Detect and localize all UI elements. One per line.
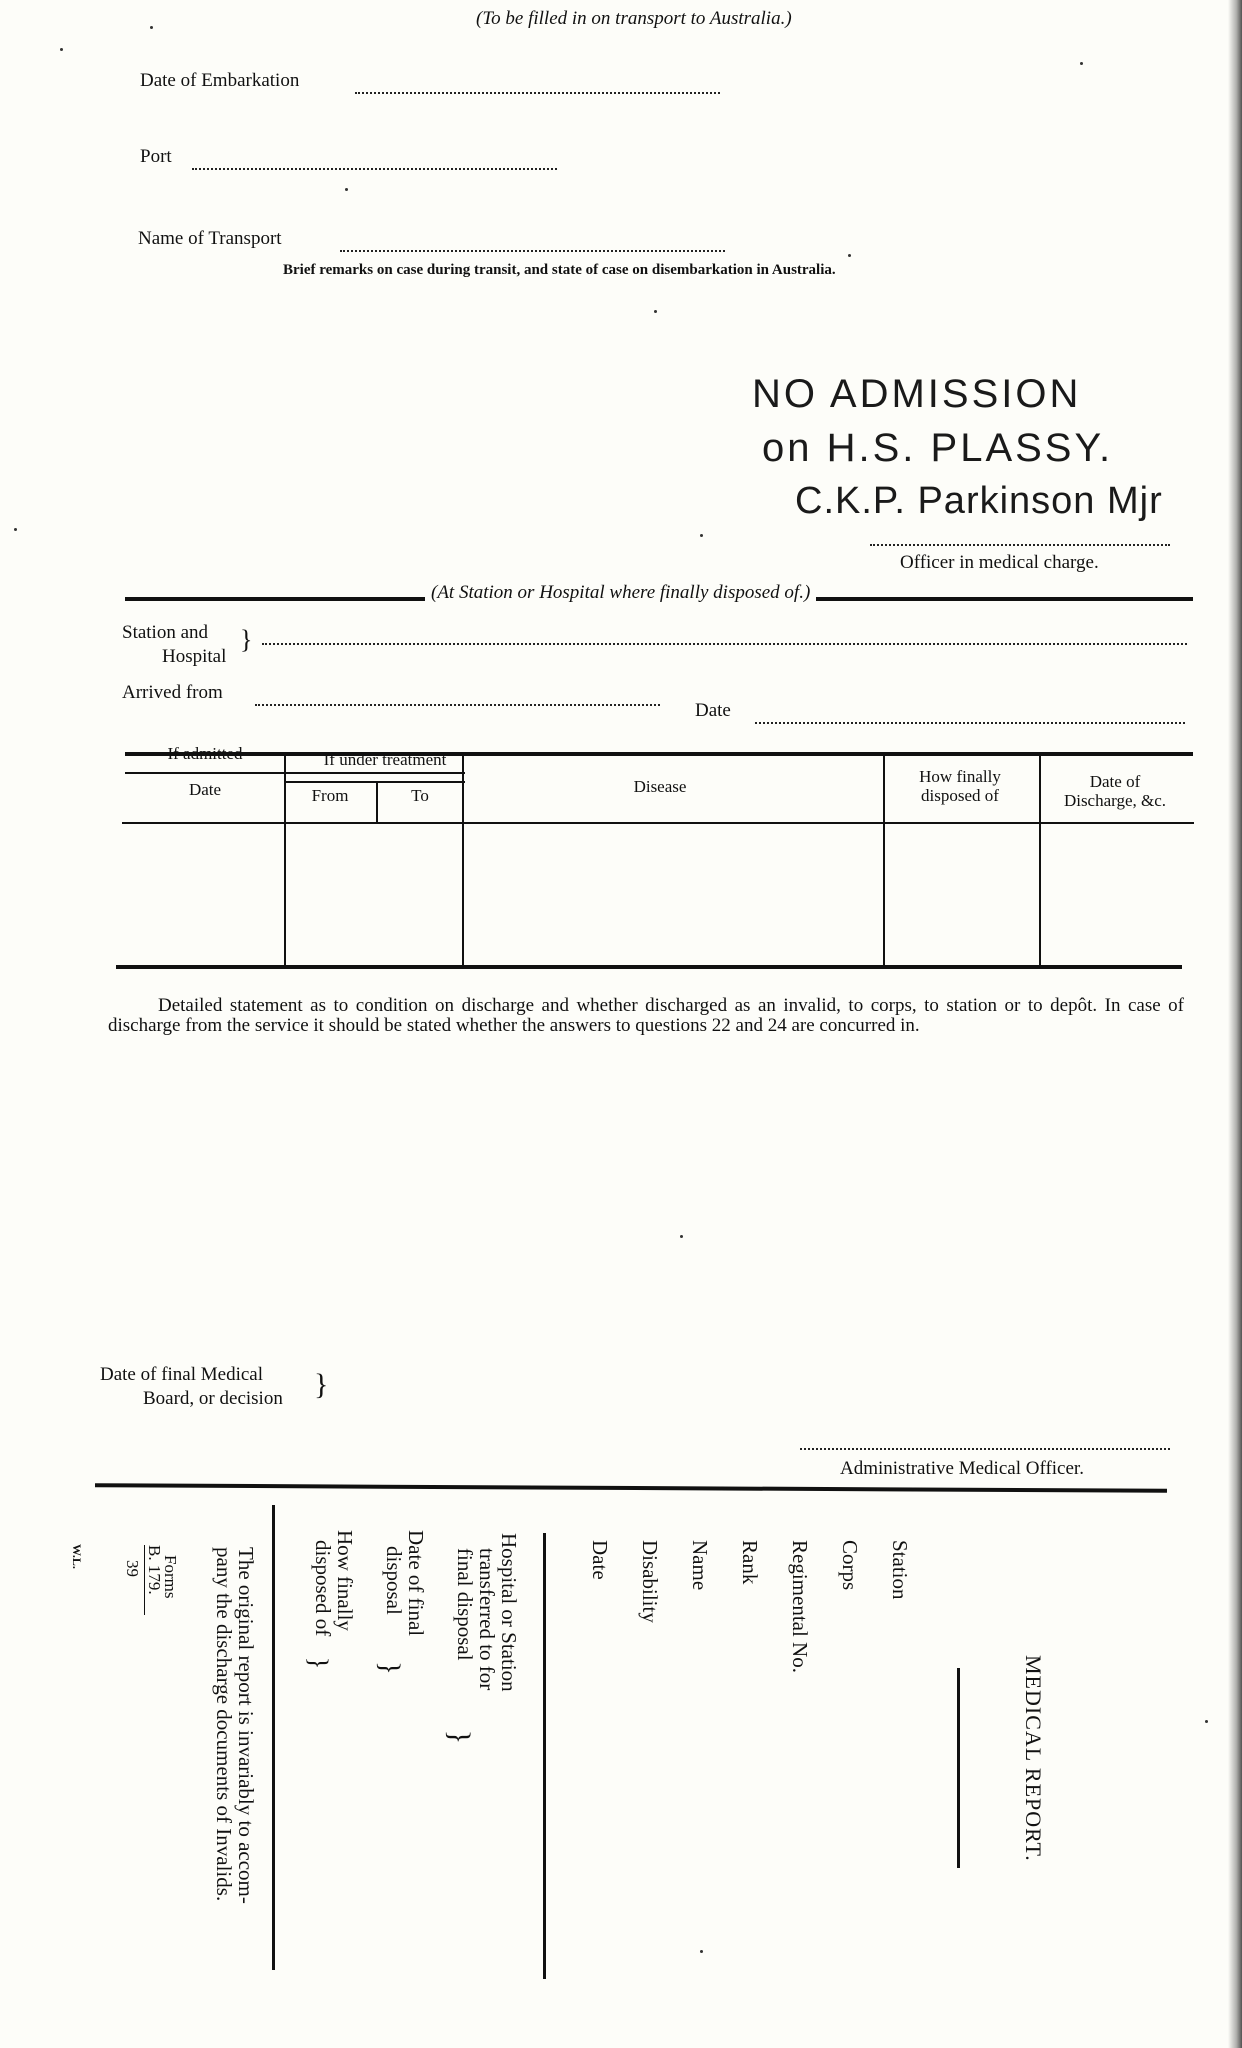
port-label: Port	[140, 146, 172, 167]
th-date-of-line2: Discharge, &c.	[1063, 791, 1167, 810]
back-corps-label: Corps	[838, 1540, 862, 1591]
back-panel-column-rule-1	[543, 1533, 546, 1979]
back-hospital-line3: final disposal	[453, 1548, 477, 1661]
name-of-transport-field[interactable]	[340, 250, 725, 252]
speck	[848, 254, 851, 257]
station-brace-icon: }	[240, 625, 253, 654]
table-header-mid-rule2	[285, 781, 465, 783]
back-forms-rule	[144, 1545, 145, 1615]
back-note-line2: pany the discharge documents of Invalids.	[212, 1547, 236, 1902]
back-date-final-brace-icon: }	[373, 1661, 405, 1675]
back-panel-title-rule	[957, 1668, 960, 1868]
discharge-statement: Detailed statement as to condition on discharge and whether discharged as an invalid, to corps, to station or to depôt. In case of discharge from the service it should be stated whether the answers to questions 22 and 24 are concurred in.	[108, 995, 1184, 1036]
back-date-final-line2: disposal	[382, 1546, 406, 1615]
speck	[700, 1950, 703, 1953]
station-and-hospital-field[interactable]	[262, 643, 1187, 645]
speck	[654, 310, 657, 313]
back-forms-line3: 39	[123, 1560, 142, 1577]
speck	[345, 188, 348, 191]
back-hospital-line2: transferred to for	[475, 1548, 499, 1691]
th-disease: Disease	[633, 777, 687, 796]
scanned-page-edge	[1228, 0, 1242, 2048]
date-field[interactable]	[755, 722, 1185, 724]
medical-report-title: MEDICAL REPORT.	[1021, 1655, 1046, 1862]
date-of-embarkation-field[interactable]	[355, 92, 720, 94]
th-how-finally-line1: How finally	[919, 767, 1001, 786]
back-how-finally-brace-icon: }	[304, 1656, 334, 1670]
speck	[1080, 62, 1083, 65]
date-of-embarkation-label: Date of Embarkation	[140, 70, 300, 91]
table-bottom-rule	[116, 965, 1182, 969]
back-forms-line2: B. 179.	[145, 1545, 164, 1595]
back-rank-label: Rank	[738, 1540, 762, 1585]
admission-stamp-line1: NO ADMISSION	[752, 372, 1082, 416]
speck	[700, 534, 703, 537]
back-panel-top-rule	[95, 1483, 1167, 1493]
back-how-finally-line1: How finally	[333, 1530, 357, 1631]
remarks-label: Brief remarks on case during transit, and state of case on disembarkation in Australia.	[283, 262, 836, 278]
officer-signature-field[interactable]	[870, 544, 1170, 546]
table-col-divider-2	[376, 783, 378, 823]
printer-mark: W.L.	[70, 1544, 84, 1569]
th-from: From	[311, 786, 349, 805]
admin-officer-signature-field[interactable]	[800, 1448, 1170, 1450]
th-date-of-line1: Date of	[1089, 772, 1141, 791]
date-label: Date	[695, 700, 731, 721]
station-section-heading: (At Station or Hospital where finally disposed of.)	[425, 582, 816, 604]
speck	[680, 1235, 683, 1238]
back-how-finally-line2: disposed of	[311, 1540, 335, 1637]
arrived-from-field[interactable]	[255, 704, 660, 706]
table-header-bottom-rule	[122, 822, 1194, 824]
final-board-label-line2: Board, or decision	[143, 1388, 283, 1409]
th-to: To	[411, 786, 429, 805]
speck	[150, 26, 153, 29]
officer-in-medical-charge-label: Officer in medical charge.	[900, 552, 1099, 573]
port-field[interactable]	[192, 168, 557, 170]
th-date: Date	[188, 780, 222, 799]
final-board-brace-icon: }	[314, 1368, 329, 1401]
back-date-final-line1: Date of final	[404, 1530, 428, 1637]
back-forms-line1: Forms	[161, 1555, 180, 1599]
speck	[1205, 1720, 1208, 1723]
back-name-label: Name	[688, 1540, 712, 1591]
back-regimental-no-label: Regimental No.	[788, 1540, 812, 1673]
speck	[14, 528, 17, 531]
back-station-label: Station	[888, 1540, 912, 1600]
arrived-from-label: Arrived from	[122, 682, 223, 703]
admin-officer-label: Administrative Medical Officer.	[840, 1458, 1084, 1479]
th-if-under-treatment: If under treatment	[323, 750, 447, 769]
name-of-transport-label: Name of Transport	[138, 228, 282, 249]
table-body-area[interactable]	[126, 826, 1186, 962]
admission-stamp-line2: on H.S. PLASSY.	[762, 426, 1114, 470]
discharge-statement-area[interactable]	[108, 1070, 1184, 1350]
table-header-mid-rule	[125, 772, 465, 774]
back-hospital-brace-icon: }	[443, 1729, 477, 1745]
back-date-label: Date	[588, 1540, 612, 1580]
station-label-line2: Hospital	[162, 646, 227, 667]
th-if-admitted: If admitted	[167, 744, 243, 763]
final-board-label-line1: Date of final Medical	[100, 1364, 264, 1385]
back-hospital-line1: Hospital or Station	[497, 1533, 521, 1692]
back-panel-column-rule-2	[272, 1505, 275, 1970]
speck	[60, 48, 63, 51]
station-label-line1: Station and	[122, 622, 209, 643]
th-how-finally-line2: disposed of	[921, 786, 999, 805]
admission-stamp-signature: C.K.P. Parkinson Mjr	[795, 480, 1163, 522]
back-note-line1: The original report is invariably to accom-	[234, 1547, 258, 1904]
transport-section-heading: (To be filled in on transport to Australia.)	[476, 8, 792, 29]
back-disability-label: Disability	[638, 1540, 662, 1623]
